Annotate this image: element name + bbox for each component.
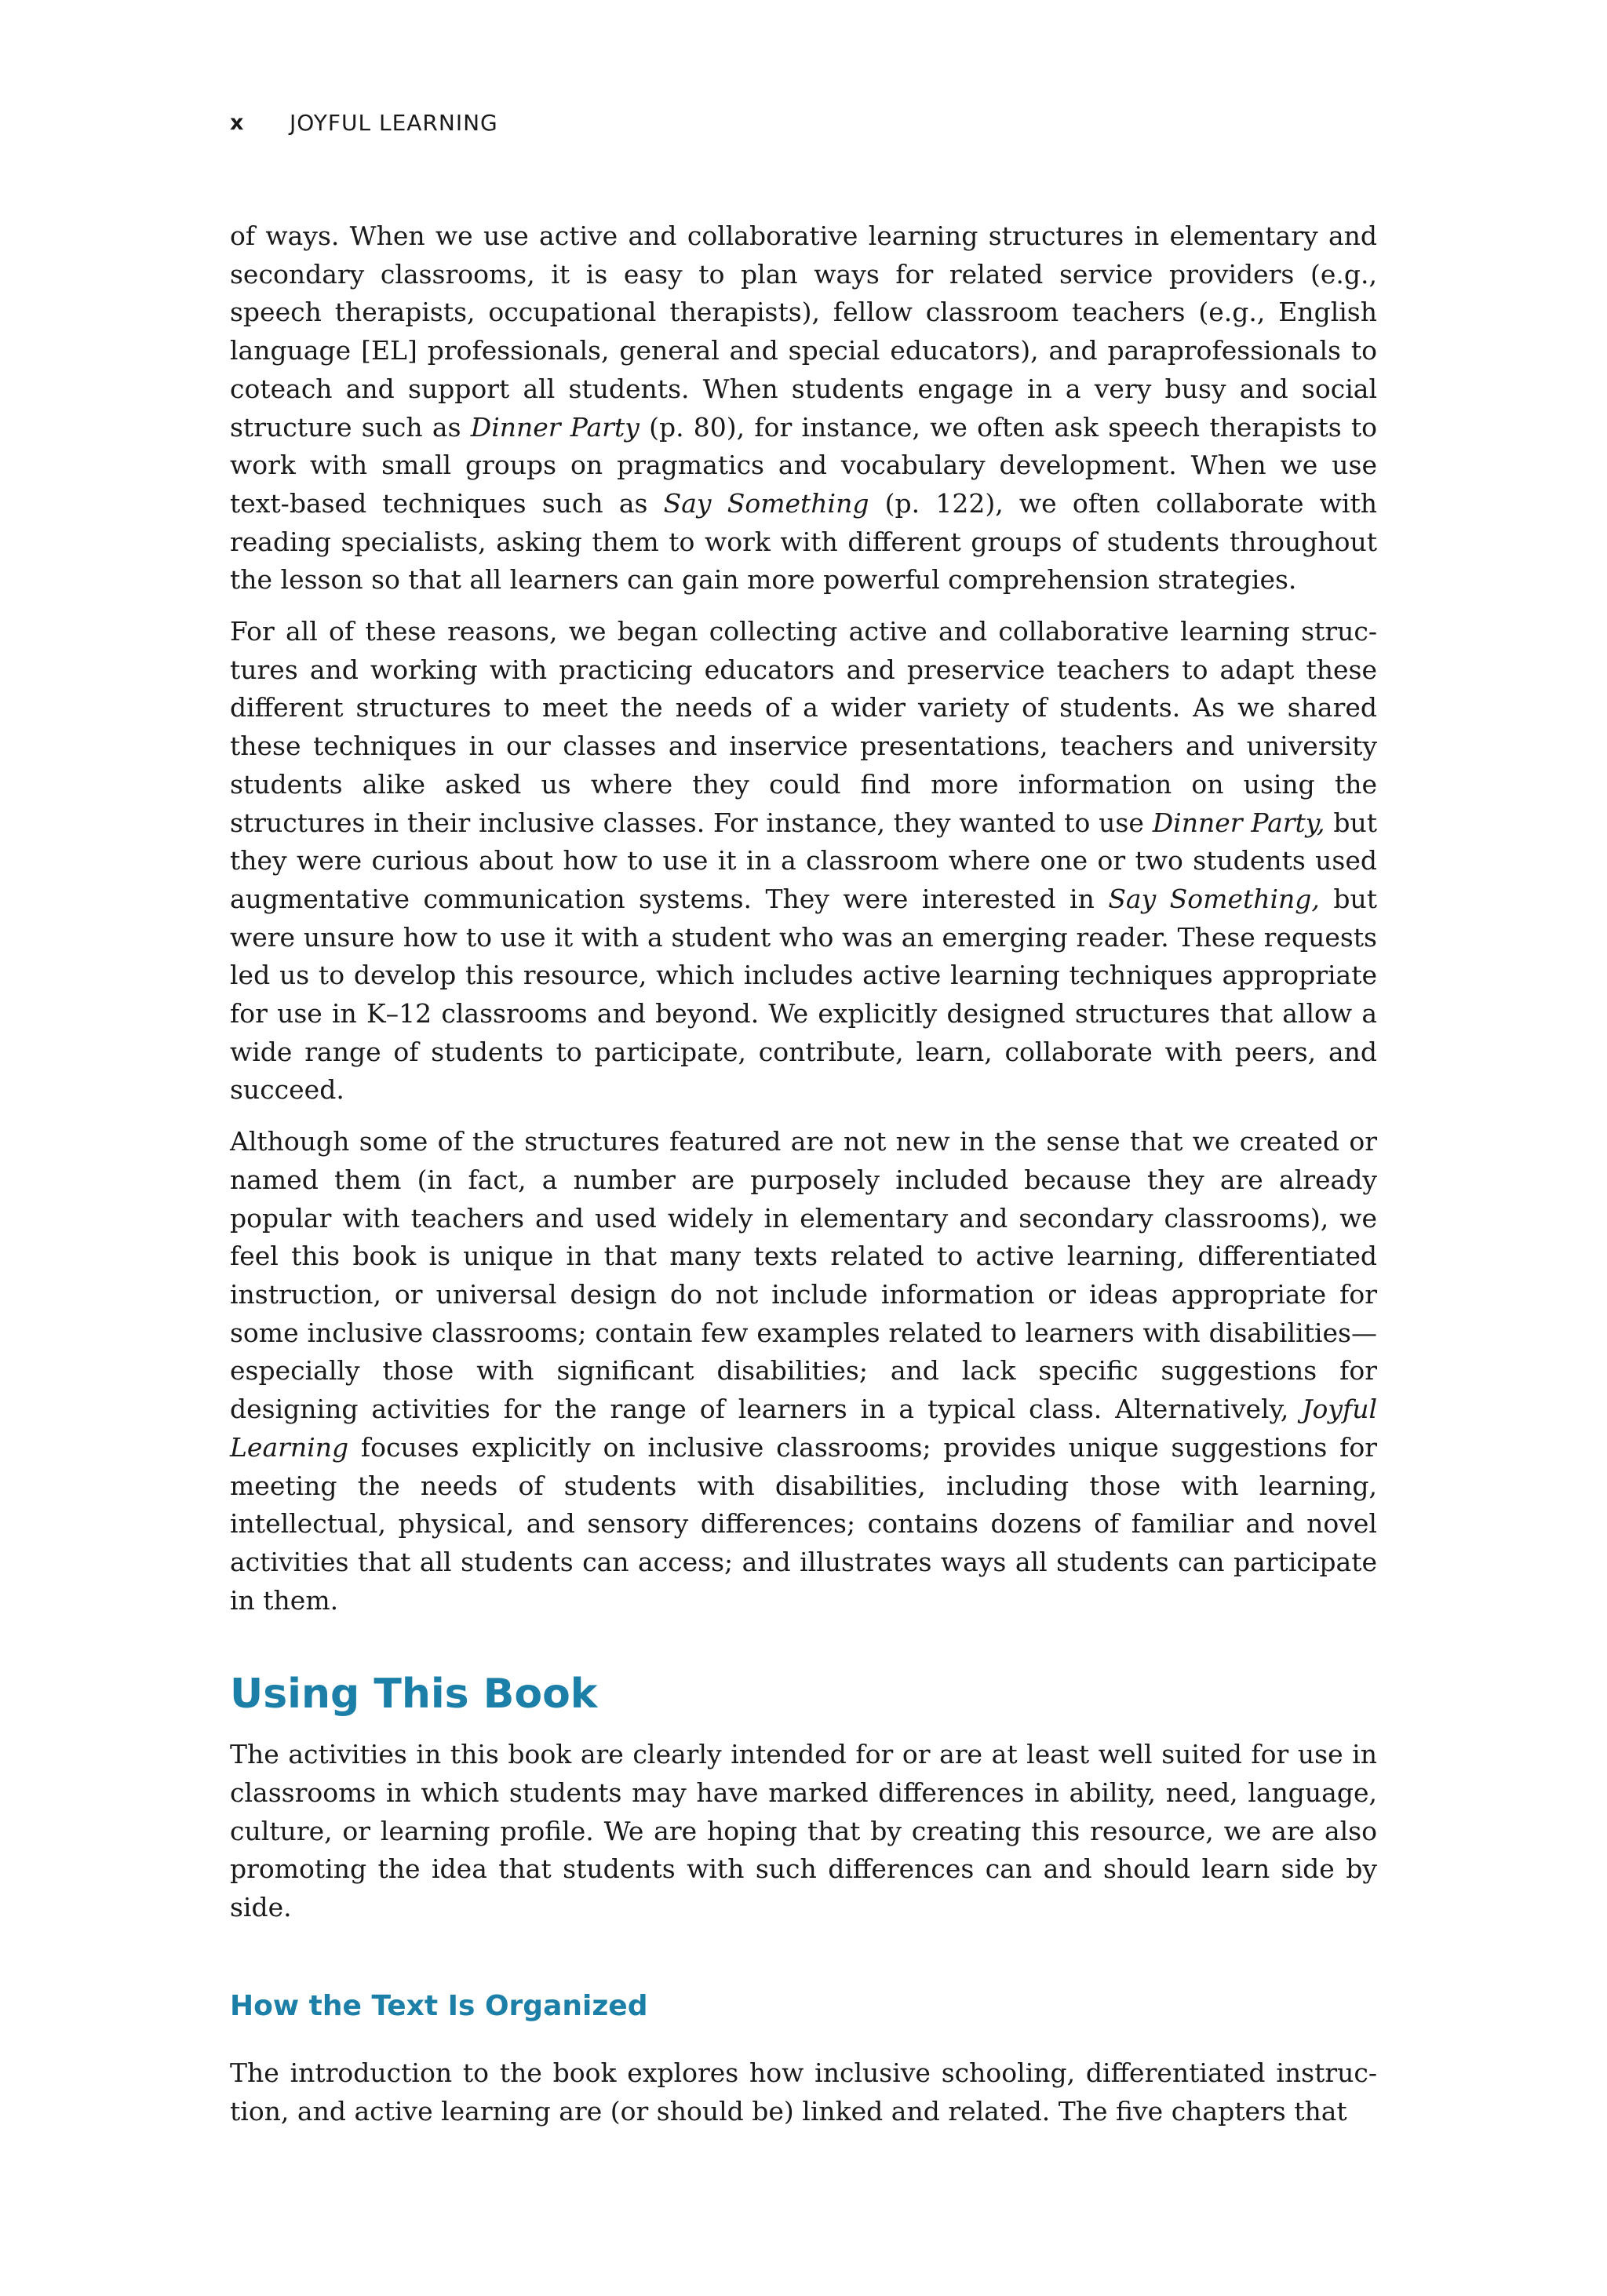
italic-title: Say Something,	[1108, 883, 1320, 914]
section-heading: Using This Book	[230, 1671, 598, 1718]
italic-title: Joyful Learning	[230, 1394, 1377, 1463]
page-number: x	[230, 110, 244, 135]
italic-title: Say Something	[663, 487, 869, 519]
paragraph-3: Although some of the structures featured are not new in the sense that we created or named them (in fact, a number are purposely included because they are already popular with teachers and used widely in elementary and secondary classrooms), we feel this book is unique in that many texts related to active learning, differentiated instruction, or universal design do not include information or ideas appropriate for some inclusive classrooms; contain few examples related to learners with disabilities—especially those with significant disabilities; and lack specific suggestions for designing activities for the range of learners in a typical class. Alternatively, Joyful Learning focuses explicitly on inclusive classrooms; provides unique suggestions for meeting the needs of students with disabilities, including those with learning, intellectual, physical, and sensory differences; contains dozens of familiar and novel activities that all students can access; and illustrates ways all students can participate in them.	[230, 1126, 1377, 1616]
running-head	[230, 107, 498, 138]
italic-title: Dinner Party,	[1152, 807, 1325, 838]
italic-title: Dinner Party	[470, 411, 640, 443]
paragraph-4: The activities in this book are clearly intended for or are at least well suited for use in classrooms in which students may have marked differences in ability, need, language, culture, or learning profile. We are hoping that by creating this resource, we are also promoting the idea that students with such differences can and should learn side by side.	[230, 1739, 1377, 1923]
paragraph-2: For all of these reasons, we began collecting active and collaborative learning structures and working with practicing educators and preservice teachers to adapt these different structures to meet the needs of a wider variety of students. As we shared these techniques in our classes and inservice presentations, teachers and university students alike asked us where they could find more information on using the structures in their inclusive classes. For instance, they wanted to use Dinner Party, but they were curious about how to use it in a classroom where one or two students used augmentative communication systems. They were interested in Say Something, but were unsure how to use it with a student who was an emerging reader. These requests led us to develop this resource, which includes active learning techniques appropriate for use in K–12 classrooms and beyond. We explicitly designed structures that allow a wide range of students to participate, contribute, learn, collaborate with peers, and succeed.	[230, 616, 1377, 1106]
running-title: JOYFUL LEARNING	[290, 109, 498, 136]
paragraph-1: of ways. When we use active and collaborative learning structures in elementary and secondary classrooms, it is easy to plan ways for related service providers (e.g., speech therapists, occupational therapists), fellow classroom teachers (e.g., English language [EL] professionals, general and special educators), and paraprofessionals to coteach and support all students. When students engage in a very busy and social structure such as Dinner Party (p. 80), for instance, we often ask speech therapists to work with small groups on pragmatics and vocabulary development. When we use text-based techniques such as Say Something (p. 122), we often collaborate with reading specialists, asking them to work with different groups of students throughout the lesson so that all learners can gain more powerful comprehension strategies.	[230, 220, 1378, 596]
subsection-heading: How the Text Is Organized	[230, 1989, 648, 2022]
paragraph-5: The introduction to the book explores how inclusive schooling, differentiated instruction, and active learning are (or should be) linked and related. The five chapters that	[230, 2057, 1377, 2127]
body-text	[230, 217, 1377, 2144]
